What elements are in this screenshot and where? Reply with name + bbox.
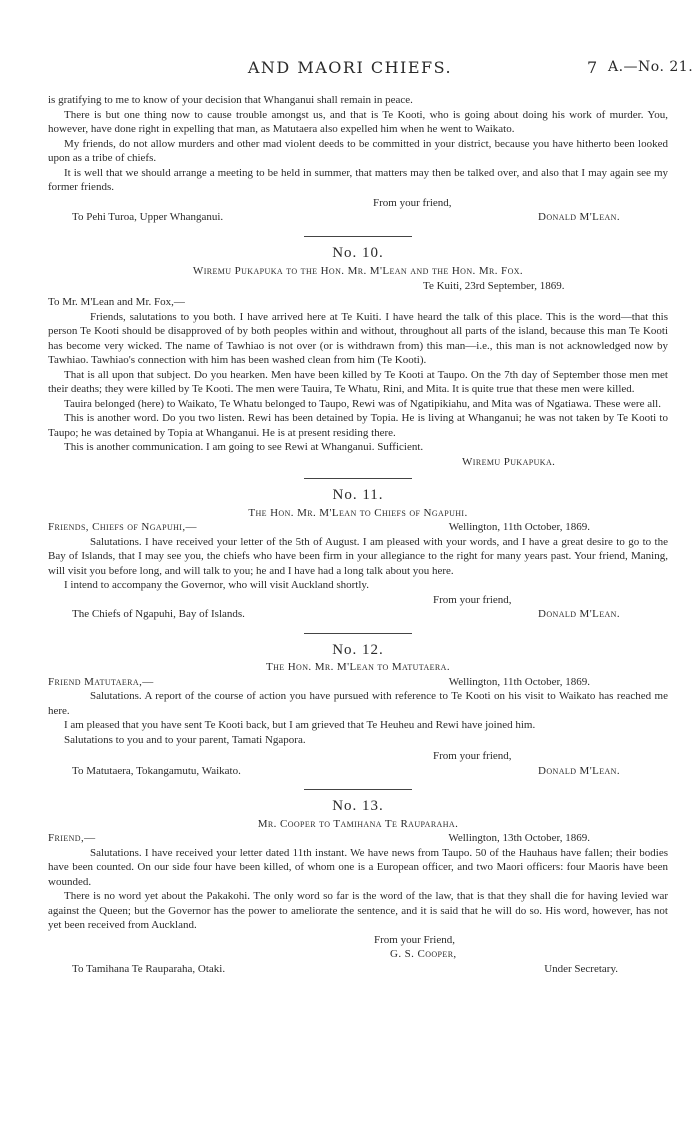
closing-line: From your friend, <box>373 196 452 209</box>
signature-row <box>48 962 668 977</box>
paragraph: Salutations. I have received your letter dated 11th instant. We have news from Taupo. 50 of the Hauhaus have fallen; their bodies have been counted. On our side four have been killed, of whom one is a European officer, and two Maori officers: four Maoris have been wounded. <box>48 846 668 888</box>
section-divider <box>304 633 412 634</box>
salutation-row <box>48 520 668 535</box>
signature: Wiremu Pukapuka. <box>462 455 556 468</box>
signature-title: Under Secretary. <box>544 962 618 975</box>
signature: Donald M'Lean. <box>538 764 620 777</box>
letter-title: The Hon. Mr. M'Lean to Matutaera. <box>265 661 450 673</box>
salutation-row <box>48 831 668 846</box>
signature: G. S. Cooper, <box>390 948 457 960</box>
letter-continuation <box>48 93 668 225</box>
closing-line: From your friend, <box>433 750 512 762</box>
signature: Donald M'Lean. <box>538 608 620 620</box>
signature-row <box>48 764 668 779</box>
page-number: 7 <box>587 58 598 77</box>
section-divider <box>304 478 412 479</box>
closing-line: From your Friend, <box>374 933 455 946</box>
signature: Donald M'Lean. <box>538 211 620 223</box>
page-title: AND MAORI CHIEFS. <box>247 58 453 77</box>
salutation: To Mr. M'Lean and Mr. Fox,— <box>48 296 185 308</box>
paragraph: There is no word yet about the Pakakohi. The only word so far is the word of the law, that is that they shall die for having levied war against the Queen; but the Governor has the power to ameliorate the sentence, and it is said that he will do so. His word, however, has not yet been received from Auckland. <box>48 890 668 931</box>
dateline: Te Kuiti, 23rd September, 1869. <box>423 279 565 292</box>
paragraph: This is another communication. I am going to see Rewi at Whanganui. Sufficient. <box>64 441 424 453</box>
addressee: To Tamihana Te Rauparaha, Otaki. <box>72 962 226 975</box>
letter-number: No. 11. <box>332 487 384 503</box>
dateline: Wellington, 13th October, 1869. <box>448 832 590 844</box>
salutation: Friend,— <box>48 832 96 844</box>
salutation: Friends, Chiefs of Ngapuhi,— <box>48 521 197 533</box>
paragraph: It is well that we should arrange a meeting to be held in summer, that matters may then be talked over, and also that I may again see my former friends. <box>48 166 668 193</box>
paragraph: Friends, salutations to you both. I have arrived here at Te Kuiti. I have heard the talk of this place. This is the word—that this person Te Kooti should be disapproved of by both peoples within and without, throughout all parts of the island, because this man Te Kooti has become very wicked. The name of Tawhiao is not over (or is withdrawn from) this man—i.e., this man is not acknowledged now by Tawhiao. Tawhiao's connection with him has been washed clean from him (Te Kooti). <box>48 310 668 366</box>
document-reference: A.—No. 21. <box>608 59 694 75</box>
paragraph: I am pleased that you have sent Te Kooti back, but I am grieved that Te Heuheu and Rewi have joined him. <box>64 719 536 731</box>
page-content <box>48 93 668 976</box>
letter-no-10 <box>48 246 668 470</box>
letter-number: No. 10. <box>332 244 384 261</box>
letter-title: Wiremu Pukapuka to the Hon. Mr. M'Lean and the Hon. Mr. Fox. <box>192 265 524 277</box>
paragraph: That is all upon that subject. Do you hearken. Men have been killed by Te Kooti at Taupo. On the 7th day of September those men met their deaths; they were killed by Te Kooti. The men were Tauira, Te Whatu, Rini, and Mita. It is quite true that these men were killed. <box>48 368 668 395</box>
signature-row <box>48 607 668 622</box>
addressee: To Matutaera, Tokangamutu, Waikato. <box>72 764 241 777</box>
letter-no-11 <box>48 488 668 622</box>
paragraph: I intend to accompany the Governor, who will visit Auckland shortly. <box>64 579 369 591</box>
dateline: Wellington, 11th October, 1869. <box>448 675 590 688</box>
paragraph: Salutations. A report of the course of action you have pursued with reference to Te Kooti on his visit to Waikato has reached me here. <box>48 690 668 717</box>
letter-title: The Hon. Mr. M'Lean to Chiefs of Ngapuhi. <box>248 506 468 519</box>
paragraph: Tauira belonged (here) to Waikato, Te Whatu belonged to Taupo, Rewi was of Ngatipikiahu, and Mita was of Ngatiawa. These were all. <box>64 397 661 410</box>
salutation-row <box>48 675 668 690</box>
paragraph: Salutations to you and to your parent, Tamati Ngapora. <box>64 733 306 746</box>
letter-title: Mr. Cooper to Tamihana Te Rauparaha. <box>257 817 459 830</box>
section-divider <box>304 236 412 237</box>
running-head <box>0 58 700 82</box>
letter-no-12 <box>48 643 668 779</box>
letter-number: No. 13. <box>332 798 384 814</box>
section-divider <box>304 789 412 790</box>
paragraph: is gratifying to me to know of your decision that Whanganui shall remain in peace. <box>48 94 413 106</box>
letter-number: No. 12. <box>332 641 384 658</box>
addressee: The Chiefs of Ngapuhi, Bay of Islands. <box>72 608 245 620</box>
signature-row <box>48 210 668 225</box>
salutation: Friend Matutaera,— <box>48 675 154 688</box>
letter-no-13 <box>48 799 668 976</box>
paragraph: Salutations. I have received your letter of the 5th of August. I am pleased with your words, and I have a great desire to go to the Bay of Islands, that I may see you, the chiefs who have been firm in your allegiance to the right for many years past. Your friend, Maning, will visit you before long, and will talk to you; he and I have had a long talk about you here. <box>48 535 668 577</box>
closing-line: From your friend, <box>433 593 512 606</box>
paragraph: My friends, do not allow murders and other mad violent deeds to be committed in your district, because you have hitherto been looked upon as a tribe of chiefs. <box>48 137 668 164</box>
paragraph: There is but one thing now to cause trouble amongst us, and that is Te Kooti, who is going about doing his work of murder. You, however, have done right in expelling that man, as Matutaera also expelled him when he went to Waikato. <box>48 108 668 135</box>
paragraph: This is another word. Do you two listen. Rewi has been detained by Topia. He is living at Whanganui; he was not taken by Te Kooti to Taupo; he was detained by Topia at Whanganui. He is at present residing there. <box>48 412 668 439</box>
addressee: To Pehi Turoa, Upper Whanganui. <box>72 211 224 223</box>
dateline: Wellington, 11th October, 1869. <box>448 521 590 533</box>
